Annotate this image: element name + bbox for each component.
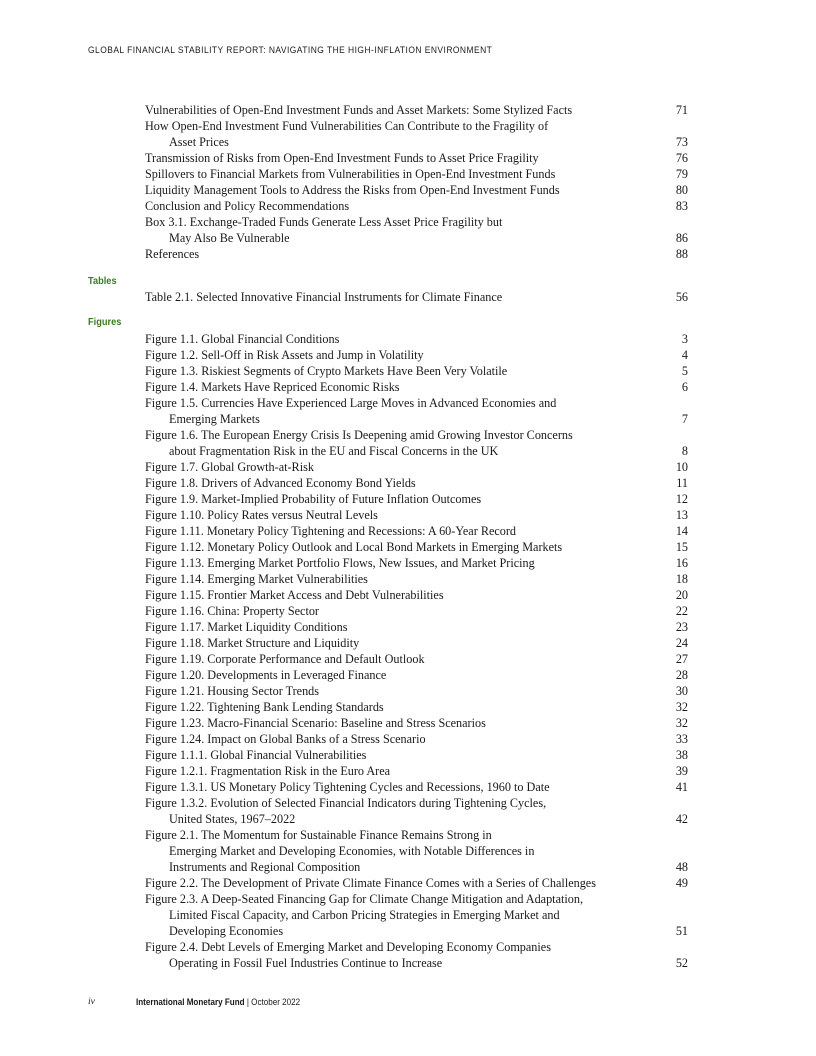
toc-entry-text: Figure 1.9. Market-Implied Probability of Future Inflation Outcomes	[145, 492, 482, 506]
toc-entry-text: Figure 1.3. Riskiest Segments of Crypto Markets Have Been Very Volatile	[145, 364, 508, 378]
toc-entry-line	[145, 731, 688, 747]
toc-entry-line: Figure 1.3.2. Evolution of Selected Financial Indicators during Tightening Cycles,	[145, 796, 547, 810]
toc-entry[interactable]	[145, 363, 688, 379]
toc-page-number: 32	[675, 716, 688, 730]
toc-entry-line	[145, 699, 688, 715]
footer-date: October 2022	[251, 997, 301, 1008]
toc-entry[interactable]	[145, 118, 688, 150]
toc-entry[interactable]	[145, 150, 688, 166]
toc-entry[interactable]	[145, 395, 688, 427]
toc-entry-line	[145, 246, 688, 262]
toc-entry-line: Figure 1.5. Currencies Have Experienced Large Moves in Advanced Economies and	[145, 396, 557, 410]
toc-entry-line	[145, 587, 688, 603]
toc-page-number: 38	[675, 748, 688, 762]
toc-entry[interactable]	[145, 475, 688, 491]
toc-entry[interactable]	[145, 182, 688, 198]
footer-organization: International Monetary Fund	[136, 997, 245, 1008]
page-folio: iv	[88, 997, 95, 1007]
toc-entry-text: Figure 1.24. Impact on Global Banks of a Stress Scenario	[145, 732, 426, 746]
toc-entry-text: Figure 1.20. Developments in Leveraged Finance	[145, 668, 387, 682]
toc-entry-line	[145, 539, 688, 555]
toc-entry-text: about Fragmentation Risk in the EU and Fiscal Concerns in the UK	[169, 444, 499, 458]
toc-page-number: 30	[675, 684, 688, 698]
toc-page-number: 56	[675, 290, 688, 304]
toc-entry-text: Emerging Markets	[169, 412, 260, 426]
toc-page-number: 32	[675, 700, 688, 714]
toc-entry[interactable]	[145, 795, 688, 827]
toc-page-number: 49	[675, 876, 688, 890]
toc-page-number: 76	[675, 151, 688, 165]
toc-entry[interactable]	[145, 459, 688, 475]
toc-page-number: 80	[675, 183, 688, 197]
toc-entry-line	[145, 619, 688, 635]
toc-entry-line: Figure 2.3. A Deep-Seated Financing Gap for Climate Change Mitigation and Adaptation,	[145, 892, 583, 906]
toc-page-number: 7	[681, 412, 688, 426]
toc-entry[interactable]	[145, 891, 688, 939]
toc-page-number: 3	[681, 332, 688, 346]
toc-entry[interactable]	[145, 779, 688, 795]
toc-entry-text: Figure 1.3.1. US Monetary Policy Tightening Cycles and Recessions, 1960 to Date	[145, 780, 550, 794]
toc-entry-line	[145, 715, 688, 731]
toc-page-number: 8	[681, 444, 688, 458]
toc-entry[interactable]	[145, 651, 688, 667]
toc-page-number: 52	[675, 956, 688, 970]
toc-entry[interactable]	[145, 523, 688, 539]
toc-entry-text: Figure 1.17. Market Liquidity Conditions	[145, 620, 348, 634]
toc-entry-text: Figure 1.18. Market Structure and Liquidity	[145, 636, 360, 650]
tables-section-label: Tables	[88, 275, 117, 287]
toc-page-number: 27	[675, 652, 688, 666]
toc-entry-line	[145, 102, 688, 118]
toc-entry[interactable]	[145, 347, 688, 363]
figures-section-label: Figures	[88, 316, 122, 328]
toc-entry[interactable]	[145, 603, 688, 619]
toc-page-number: 18	[675, 572, 688, 586]
toc-entry[interactable]	[145, 555, 688, 571]
toc-page-number: 41	[675, 780, 688, 794]
toc-entry-line	[145, 555, 688, 571]
toc-entry-text: Developing Economies	[169, 924, 284, 938]
toc-entry-text: Figure 1.4. Markets Have Repriced Economic Risks	[145, 380, 400, 394]
toc-entry-text: Figure 1.14. Emerging Market Vulnerabilities	[145, 572, 368, 586]
toc-page-number: 73	[675, 135, 688, 149]
toc-entry-line	[145, 347, 688, 363]
toc-page-number: 12	[675, 492, 688, 506]
toc-entry-text: Liquidity Management Tools to Address the Risks from Open-End Investment Funds	[145, 183, 560, 197]
toc-entry[interactable]	[145, 427, 688, 459]
toc-entry[interactable]	[145, 214, 688, 246]
toc-entry-text: Figure 1.19. Corporate Performance and Default Outlook	[145, 652, 425, 666]
toc-entry-line	[145, 363, 688, 379]
toc-entry-text: References	[145, 247, 200, 261]
toc-entry-line	[145, 134, 688, 150]
toc-page-number: 23	[675, 620, 688, 634]
toc-page-number: 11	[676, 476, 688, 490]
toc-entry-text: Operating in Fossil Fuel Industries Continue to Increase	[169, 956, 443, 970]
toc-page-number: 86	[675, 231, 688, 245]
toc-entry-line	[145, 523, 688, 539]
toc-entry[interactable]	[145, 491, 688, 507]
toc-entry[interactable]	[145, 731, 688, 747]
toc-page-number: 5	[681, 364, 688, 378]
toc-entry-line	[145, 289, 688, 305]
toc-entry-line	[145, 763, 688, 779]
toc-entry-line: How Open-End Investment Fund Vulnerabilities Can Contribute to the Fragility of	[145, 119, 549, 133]
toc-entry-text: Figure 1.23. Macro-Financial Scenario: Baseline and Stress Scenarios	[145, 716, 486, 730]
toc-entry-line: Figure 2.1. The Momentum for Sustainable Finance Remains Strong in	[145, 828, 492, 842]
toc-entry-text: Figure 1.15. Frontier Market Access and Debt Vulnerabilities	[145, 588, 444, 602]
toc-entry-line	[145, 683, 688, 699]
toc-entry-text: Figure 1.2. Sell-Off in Risk Assets and Jump in Volatility	[145, 348, 424, 362]
toc-entry[interactable]	[145, 939, 688, 971]
toc-page-number: 48	[675, 860, 688, 874]
toc-entry-line	[145, 491, 688, 507]
toc-entry-text: Spillovers to Financial Markets from Vulnerabilities in Open-End Investment Funds	[145, 167, 556, 181]
toc-entry-text: Vulnerabilities of Open-End Investment Funds and Asset Markets: Some Stylized Facts	[145, 103, 573, 117]
toc-page-number: 10	[675, 460, 688, 474]
toc-entry-line	[145, 166, 688, 182]
toc-entry[interactable]	[145, 102, 688, 118]
toc-page-number: 39	[675, 764, 688, 778]
toc-entry[interactable]	[145, 715, 688, 731]
toc-page-number: 15	[675, 540, 688, 554]
toc-page-number: 13	[675, 508, 688, 522]
toc-entry-line: Figure 1.6. The European Energy Crisis Is Deepening amid Growing Investor Concerns	[145, 428, 573, 442]
toc-page-number: 22	[675, 604, 688, 618]
toc-entry-line	[145, 811, 688, 827]
toc-entry[interactable]	[145, 507, 688, 523]
toc-page-number: 24	[675, 636, 688, 650]
toc-entry-text: Figure 1.2.1. Fragmentation Risk in the Euro Area	[145, 764, 391, 778]
toc-entry-text: Figure 1.8. Drivers of Advanced Economy Bond Yields	[145, 476, 416, 490]
toc-entry-text: Figure 1.1. Global Financial Conditions	[145, 332, 340, 346]
toc-entry-line	[145, 475, 688, 491]
toc-entry[interactable]	[145, 379, 688, 395]
toc-entry-line: Emerging Market and Developing Economies, with Notable Differences in	[169, 844, 535, 858]
toc-entry[interactable]	[145, 166, 688, 182]
toc-entry-text: Figure 1.7. Global Growth-at-Risk	[145, 460, 314, 474]
toc-entry-text: Instruments and Regional Composition	[169, 860, 361, 874]
toc-entry[interactable]	[145, 827, 688, 875]
toc-entry-text: Table 2.1. Selected Innovative Financial Instruments for Climate Finance	[145, 290, 503, 304]
toc-entry-line	[145, 571, 688, 587]
toc-page-number: 42	[675, 812, 688, 826]
toc-entry[interactable]	[145, 587, 688, 603]
footer-separator: |	[244, 997, 252, 1008]
toc-entry-line	[145, 443, 688, 459]
toc-entry-line	[145, 150, 688, 166]
toc-entry-line	[145, 779, 688, 795]
toc-entry[interactable]	[145, 635, 688, 651]
toc-entry-line	[145, 635, 688, 651]
toc-entry-text: Figure 1.22. Tightening Bank Lending Standards	[145, 700, 384, 714]
toc-entry-text: United States, 1967–2022	[169, 812, 296, 826]
toc-entry[interactable]	[145, 619, 688, 635]
toc-page-number: 4	[681, 348, 688, 362]
toc-entry[interactable]	[145, 875, 688, 891]
toc-entry-line	[145, 198, 688, 214]
toc-entry-line	[145, 459, 688, 475]
toc-entry[interactable]	[145, 683, 688, 699]
toc-entry-text: Figure 1.10. Policy Rates versus Neutral Levels	[145, 508, 378, 522]
toc-entry[interactable]	[145, 699, 688, 715]
toc-entry-text: Figure 1.11. Monetary Policy Tightening and Recessions: A 60-Year Record	[145, 524, 517, 538]
toc-page-number: 83	[675, 199, 688, 213]
toc-entry-line	[145, 379, 688, 395]
toc-entry-text: Figure 1.1.1. Global Financial Vulnerabilities	[145, 748, 367, 762]
toc-entry-text: Figure 1.21. Housing Sector Trends	[145, 684, 320, 698]
toc-entry-line: Figure 2.4. Debt Levels of Emerging Market and Developing Economy Companies	[145, 940, 551, 954]
toc-entry[interactable]	[145, 246, 688, 262]
toc-entry[interactable]	[145, 198, 688, 214]
toc-entry-line	[145, 230, 688, 246]
toc-entry-text: Figure 1.16. China: Property Sector	[145, 604, 319, 618]
toc-page-number: 20	[675, 588, 688, 602]
toc-entry-line	[145, 875, 688, 891]
toc-entry[interactable]	[145, 763, 688, 779]
toc-page-number: 16	[675, 556, 688, 570]
toc-entry-line	[145, 667, 688, 683]
toc-entry-line	[145, 182, 688, 198]
toc-entry[interactable]	[145, 667, 688, 683]
toc-page-number: 79	[675, 167, 688, 181]
toc-page-number: 33	[675, 732, 688, 746]
toc-entry[interactable]	[145, 571, 688, 587]
toc-entry-text: Asset Prices	[169, 135, 229, 149]
toc-entry-line	[145, 331, 688, 347]
toc-entry-line	[145, 923, 688, 939]
toc-page-number: 6	[681, 380, 688, 394]
toc-entry-text: May Also Be Vulnerable	[169, 231, 290, 245]
toc-page-number: 71	[675, 103, 688, 117]
toc-entry[interactable]	[145, 289, 688, 305]
toc-entry[interactable]	[145, 331, 688, 347]
toc-entry-text: Conclusion and Policy Recommendations	[145, 199, 350, 213]
toc-page-number: 51	[675, 924, 688, 938]
toc-entry-line	[145, 859, 688, 875]
toc-page-number: 28	[675, 668, 688, 682]
toc-page-number: 14	[675, 524, 688, 538]
toc-entry[interactable]	[145, 747, 688, 763]
toc-page-number: 88	[675, 247, 688, 261]
toc-entry-line: Limited Fiscal Capacity, and Carbon Pricing Strategies in Emerging Market and	[169, 908, 560, 922]
toc-entry-line	[145, 955, 688, 971]
toc-entry[interactable]	[145, 539, 688, 555]
running-head: GLOBAL FINANCIAL STABILITY REPORT: NAVIGATING THE HIGH-INFLATION ENVIRONMENT	[88, 45, 493, 55]
toc-entry-line	[145, 411, 688, 427]
toc-entry-text: Figure 1.13. Emerging Market Portfolio Flows, New Issues, and Market Pricing	[145, 556, 535, 570]
toc-entry-line	[145, 507, 688, 523]
toc-entry-line	[145, 603, 688, 619]
toc-entry-line: Box 3.1. Exchange-Traded Funds Generate Less Asset Price Fragility but	[145, 215, 503, 229]
toc-entry-line	[145, 747, 688, 763]
toc-entry-line	[145, 651, 688, 667]
toc-entry-text: Figure 1.12. Monetary Policy Outlook and Local Bond Markets in Emerging Markets	[145, 540, 563, 554]
footer-publisher	[136, 997, 300, 1008]
toc-entry-text: Transmission of Risks from Open-End Investment Funds to Asset Price Fragility	[145, 151, 539, 165]
toc-entry-text: Figure 2.2. The Development of Private Climate Finance Comes with a Series of Challenges	[145, 876, 596, 890]
